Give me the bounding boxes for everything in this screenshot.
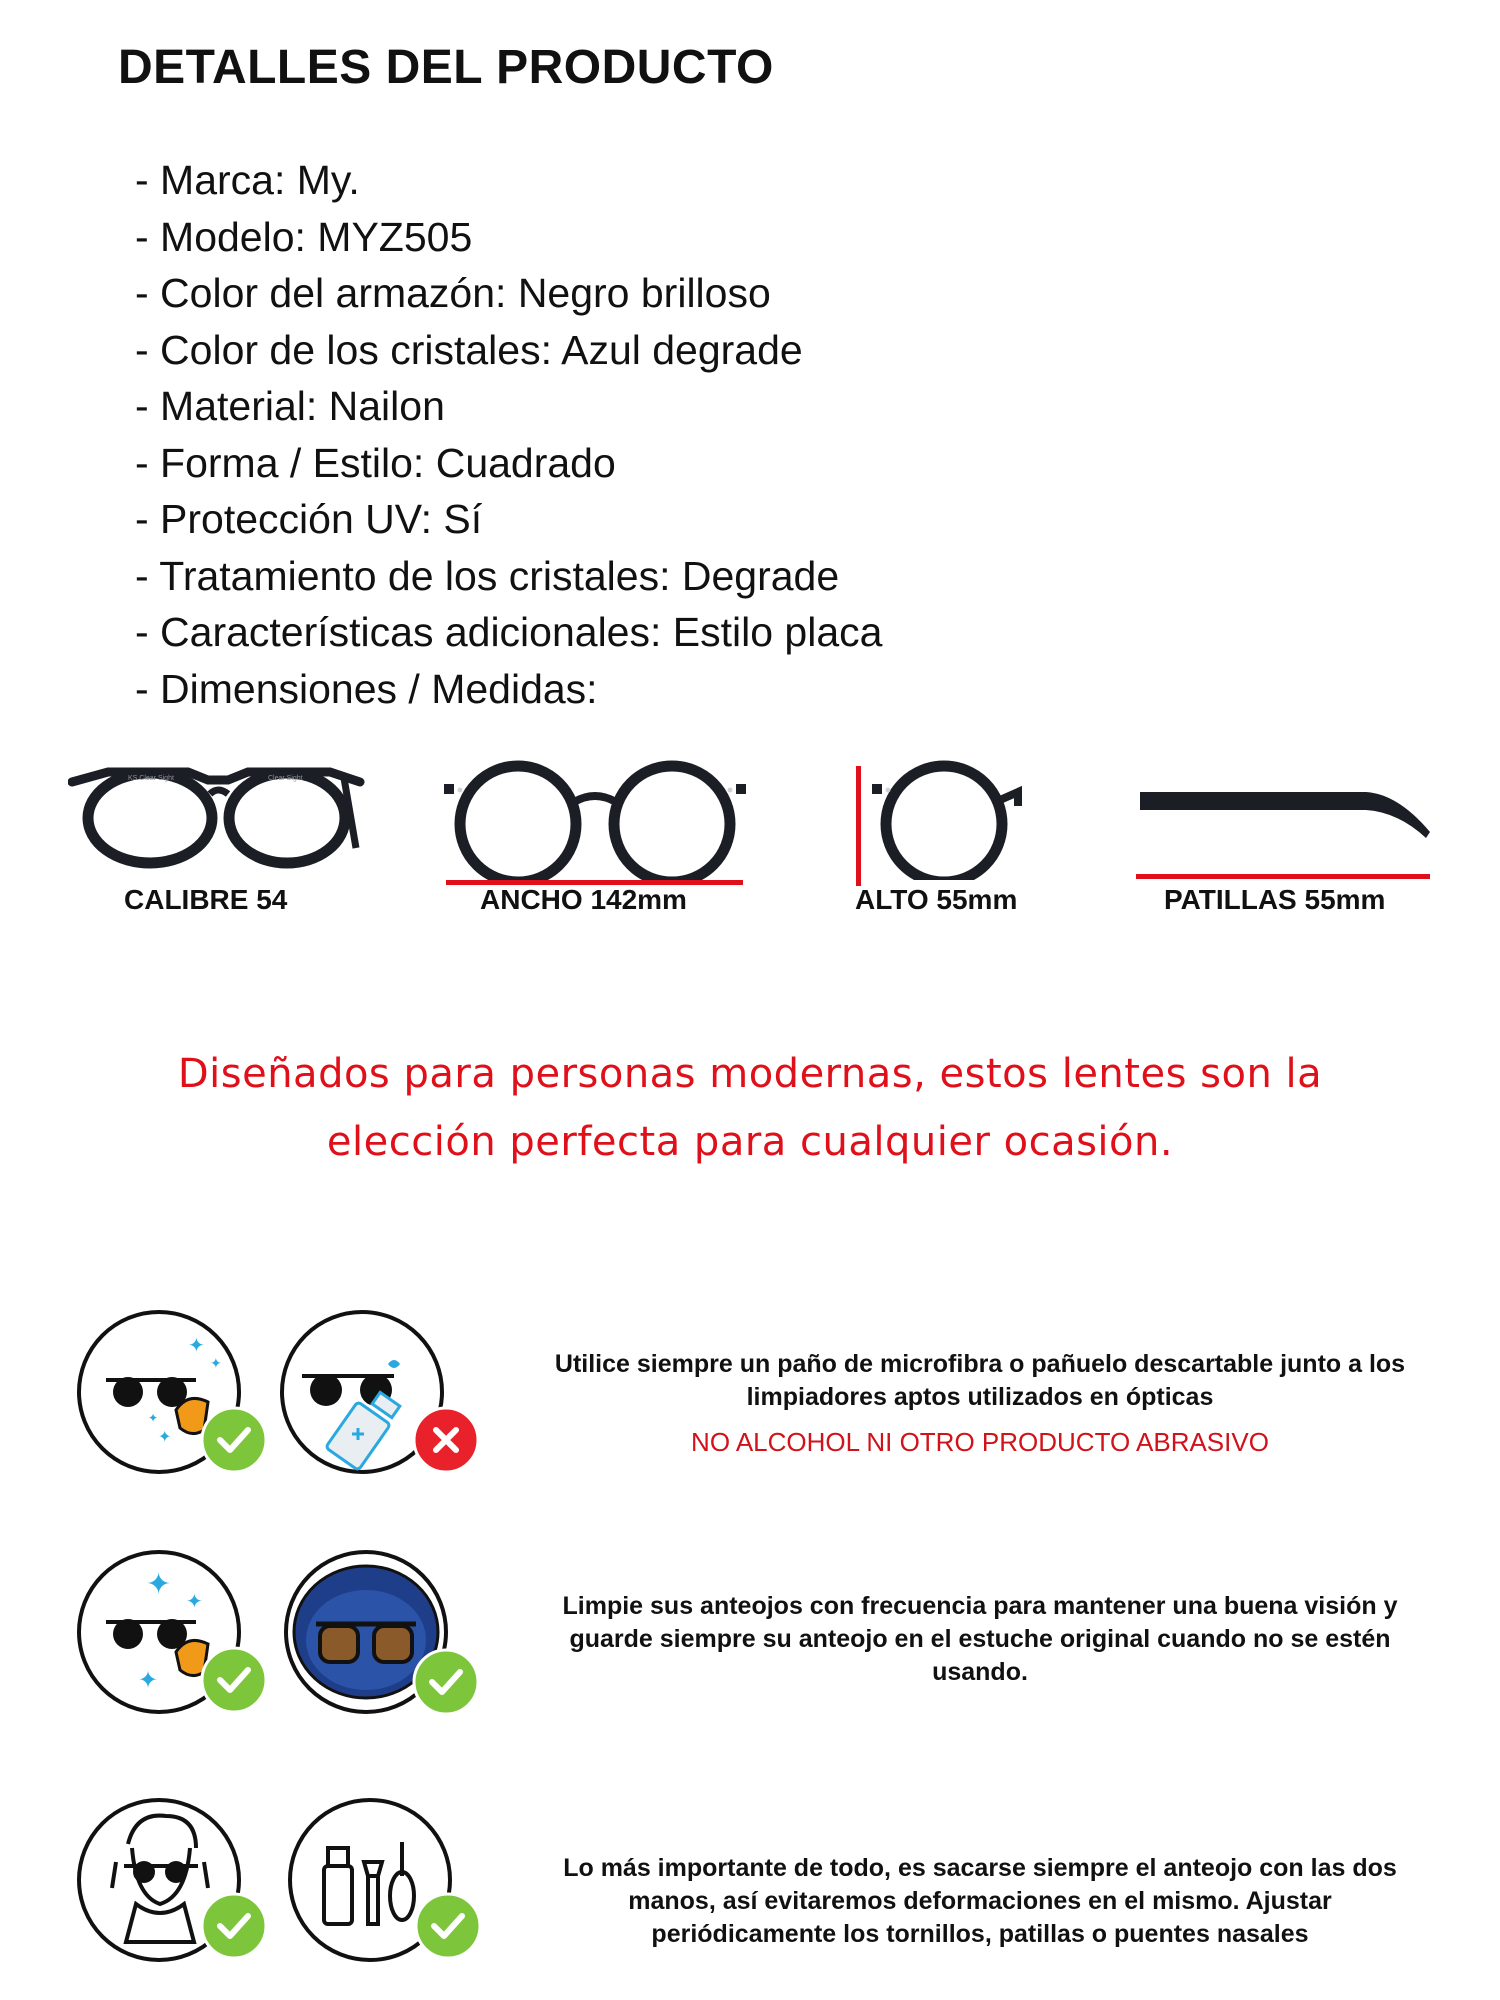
alto-glasses-image [868,750,1028,880]
patillas-measure-line [1136,874,1430,879]
tagline [0,1040,1500,1176]
spec-shape: - Forma / Estilo: Cuadrado [135,439,616,486]
clean-cloth-icon [76,1310,276,1480]
spec-lens-color: - Color de los cristales: Azul degrade [135,326,803,373]
patillas-temple-image [1136,780,1436,860]
svg-text:✦: ✦ [210,1356,222,1372]
spec-model: - Modelo: MYZ505 [135,213,473,260]
care-row-handling [0,1792,1500,1982]
svg-text:✦: ✦ [158,1427,172,1446]
care-row-cleaning [0,1310,1500,1490]
svg-text:✦: ✦ [148,1411,159,1425]
spec-dimensions: - Dimensiones / Medidas: [135,665,598,712]
spec-uv: - Protección UV: Sí [135,496,483,542]
spec-treatment: - Tratamiento de los cristales: Degrade [135,552,840,599]
svg-text:✦: ✦ [188,1333,205,1357]
spec-list [135,152,882,717]
frequent-cleaning-icon [76,1550,276,1720]
calibre-frame-logo-left: KS Clear Sight [128,775,174,782]
ancho-label: ANCHO 142mm [480,884,687,915]
svg-text:✦: ✦ [186,1589,203,1613]
spec-brand: - Marca: My. [135,157,360,203]
care-text-cleaning-body: Utilice siempre un paño de microfibra o pañuelo descartable junto a los limpiadores aptos utilizados en ópticas [554,1350,1406,1411]
care-text-cleaning [540,1348,1420,1459]
care-row-storage [0,1550,1500,1730]
calibre-glasses-image [68,750,368,870]
glasses-case-icon [280,1550,490,1720]
care-text-handling: Lo más importante de todo, es sacarse siempre el anteojo con las dos manos, así evitaremos deformaciones en el mismo. Ajustar periódicamente los tornillos, patillas o puentes nasales [563,1854,1397,1948]
care-warning-no-alcohol: NO ALCOHOL NI OTRO PRODUCTO ABRASIVO [691,1427,1269,1457]
calibre-label: CALIBRE 54 [124,884,288,915]
spec-extra: - Características adicionales: Estilo placa [135,609,883,655]
care-text-storage: Limpie sus anteojos con frecuencia para mantener una buena visión y guarde siempre su anteojo en el estuche original cuando no se estén usando. [562,1592,1398,1686]
patillas-label: PATILLAS 55mm [1164,884,1386,915]
ancho-glasses-image [440,750,750,880]
tagline-line-1: Diseñados para personas modernas, estos lentes son la [177,1051,1323,1097]
svg-text:✦: ✦ [138,1666,159,1694]
spec-frame-color: - Color del armazón: Negro brilloso [135,270,771,316]
dimensions-section [0,750,1500,930]
spec-material: - Material: Nailon [135,383,445,429]
page-title: DETALLES DEL PRODUCTO [118,41,774,94]
tools-kit-icon [284,1792,494,1972]
alto-label: ALTO 55mm [855,884,1018,915]
tagline-line-2: elección perfecta para cualquier ocasión. [326,1119,1174,1165]
no-alcohol-spray-icon [276,1310,486,1480]
calibre-frame-logo-right: Clear Sight [268,775,303,782]
alto-measure-line [856,766,861,886]
two-hands-removal-icon [76,1792,276,1972]
svg-text:✦: ✦ [146,1567,172,1602]
